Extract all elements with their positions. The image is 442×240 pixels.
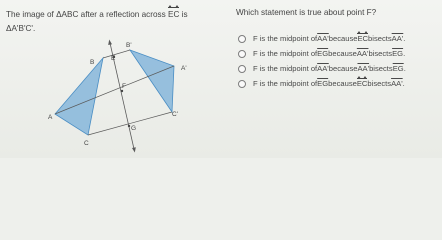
question-text: Which statement is true about point F? (236, 8, 377, 17)
point-g (128, 125, 130, 127)
label-c: C (84, 140, 89, 147)
answer-option-1[interactable]: F is the midpoint of AA' because EC bisects AA' . (238, 31, 406, 46)
arrowhead-top (108, 40, 112, 46)
line-ec-notation: EC (357, 34, 368, 43)
label-e: E (111, 55, 116, 62)
prompt-text: is (179, 10, 188, 19)
label-c-prime: C' (172, 111, 178, 118)
prompt-text: after a reflection across (78, 10, 169, 19)
label-g: G (131, 125, 137, 132)
label-b-prime: B' (126, 42, 132, 49)
radio-button[interactable] (238, 80, 246, 88)
radio-button[interactable] (238, 35, 246, 43)
label-f: F (122, 83, 126, 90)
label-b: B (90, 59, 95, 66)
answer-options (238, 31, 406, 91)
prompt-line-2: ΔA'B'C'. (6, 24, 36, 33)
triangle-abc-label: ΔABC (56, 10, 79, 19)
radio-button[interactable] (238, 50, 246, 58)
prompt-text: The image of (6, 10, 57, 19)
segment-bb-prime (103, 50, 130, 58)
arrowhead-bottom (132, 147, 136, 152)
triangle-abc (55, 58, 103, 135)
answer-option-3[interactable]: F is the midpoint of AA' because AA' bisects EG . (238, 61, 406, 76)
line-ec-notation: EC (357, 79, 368, 88)
triangle-image-label: ΔA'B'C' (6, 24, 33, 33)
prompt-line-1 (6, 8, 220, 22)
segment-aa-prime (55, 66, 174, 114)
point-f (121, 90, 123, 92)
label-a: A (48, 114, 53, 121)
line-ec-notation: EC (168, 8, 179, 22)
answer-option-2[interactable]: F is the midpoint of EG because AA' bisects EG . (238, 46, 406, 61)
radio-button[interactable] (238, 65, 246, 73)
reflection-diagram (48, 32, 218, 154)
label-a-prime: A' (181, 65, 187, 72)
answer-option-4[interactable]: F is the midpoint of EG because EC bisects AA' . (238, 76, 406, 91)
